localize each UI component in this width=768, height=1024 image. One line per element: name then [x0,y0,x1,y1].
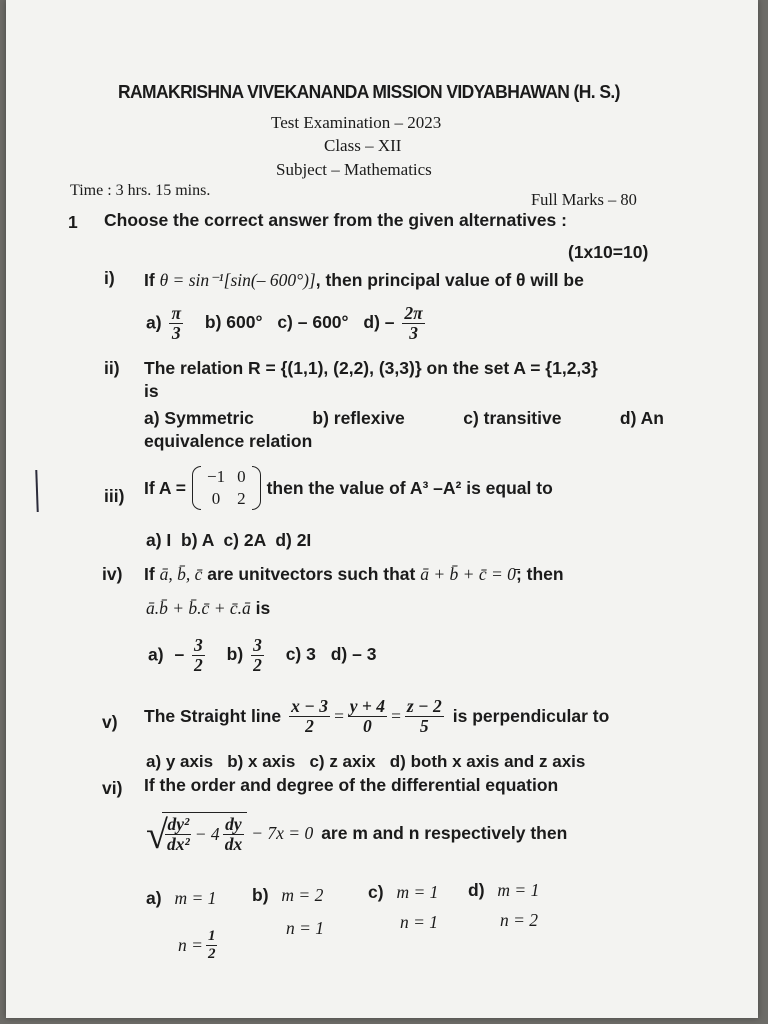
matrix-A: −1 0 0 2 [192,466,261,510]
q5-number: v) [102,712,118,732]
q6-option-d-n: n = 2 [500,910,539,930]
q6-option-b: b) m = 2 [252,885,324,905]
q4-text: If ā, b̄, c̄ are unitvectors such that ā + b̄ + c̄ = 0̄; then [144,564,564,584]
q4-line2: ā.b̄ + b̄.c̄ + c̄.ā is [146,598,271,618]
q2-line2: is [144,381,159,401]
q4-options: a) – $\frac{3}{2}$ b) $\frac{3}{2}$ c) 3 d) – 3 [148,635,377,676]
q2-options: a) Symmetric b) reflexive c) transitive d) An [144,408,664,428]
section-instruction: Choose the correct answer from the given alternatives : [104,210,567,230]
section-number: 1 [68,212,78,232]
exam-paper [6,0,758,1018]
school-name: RAMAKRISHNA VIVEKANANDA MISSION VIDYABHAWAN (H. S.) [118,82,620,102]
q6-option-a-n: n = $\frac{1}{2}$ [178,928,216,962]
q6-option-b-n: n = 1 [286,918,325,938]
time-label: Time : 3 hrs. 15 mins. [70,182,211,199]
sqrt-expression: √ $\frac{\text{dy²}}{\text{dx²}}$ − 4 $\frac{dy}{dx}$ [146,812,247,855]
q2-number: ii) [104,358,120,378]
pen-mark [35,470,38,512]
q6-number: vi) [102,778,123,798]
q2-options-line2: equivalence relation [144,431,313,451]
q2-line1: The relation R = {(1,1), (2,2), (3,3)} on the set A = {1,2,3} [144,358,598,378]
q6-option-c: c) m = 1 [368,882,439,902]
full-marks: Full Marks – 80 [531,190,637,209]
q6-equation: √ $\frac{\text{dy²}}{\text{dx²}}$ − 4 $\frac{dy}{dx}$ − 7x = 0 are m and n respectively then [146,811,568,857]
q1-options: a) $\frac{\pi}{3}$ b) 600° c) – 600° d) – $\frac{2\pi}{3}$ [146,303,423,344]
exam-title: Test Examination – 2023 [271,113,442,132]
q6-option-a: a) m = 1 [146,888,217,908]
q3-number: iii) [104,486,125,506]
q4-number: iv) [102,564,123,584]
section-marks: (1x10=10) [568,242,649,262]
q6-option-c-n: n = 1 [400,912,439,932]
q3-text: If A = −1 0 0 2 then the value of A³ –A² is equal to [144,467,553,508]
q5-options: a) y axis b) x axis c) z axix d) both x axis and z axis [146,752,586,771]
q5-text: The Straight line $\frac{x - 3}{2}$ = $\frac{y + 4}{0}$ = $\frac{z - 2}{5}$ is perpendicular to [144,696,610,737]
class-label: Class – XII [324,136,402,155]
q1-number: i) [104,268,115,288]
q1-text: If θ = sin⁻¹[sin(– 600°)], then principal value of θ will be [144,270,584,290]
q6-option-d: d) m = 1 [468,880,540,900]
subject-label: Subject – Mathematics [276,160,432,179]
q6-line1: If the order and degree of the differential equation [144,775,559,795]
q3-options: a) I b) A c) 2A d) 2I [146,530,312,550]
